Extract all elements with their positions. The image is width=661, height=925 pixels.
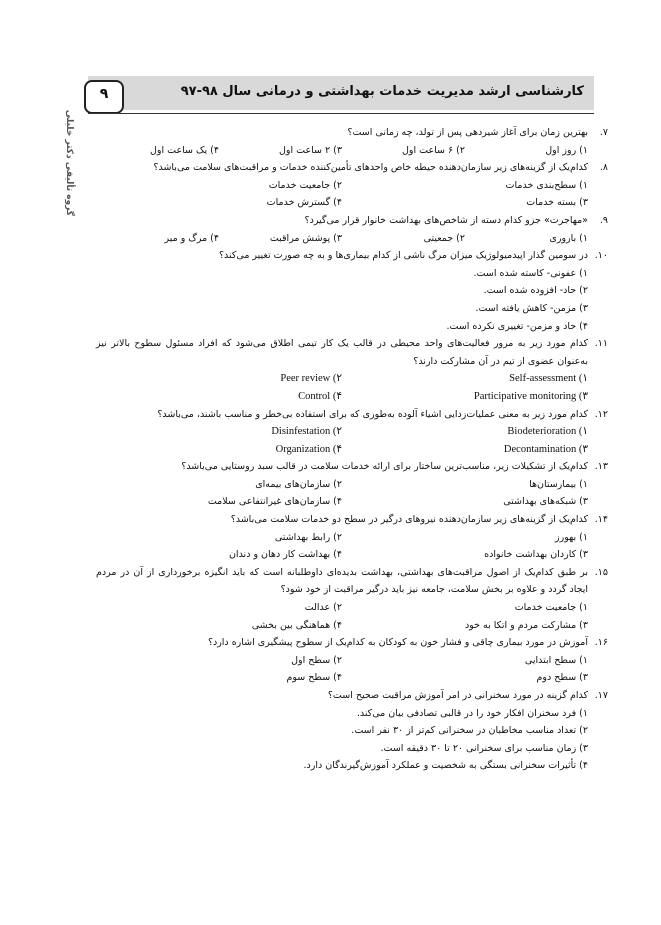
answer-option: ۱) باروری [549,232,588,244]
question-options [96,142,588,160]
answer-option: ۱) سطح‌بندی خدمات [505,179,588,191]
question-text: بهترین زمان برای آغاز شیردهی پس از تولد، چه زمانی است؟ [347,127,588,138]
answer-option: ۳) سطح دوم [536,672,588,684]
question-text: بر طبق کدام‌یک از اصول مراقبت‌های بهداشتی، بهداشت بدیده‌ای داوطلبانه است که باید انگیزه برخورداری از آن در مردم ایجاد گردد و علاوه بر بخش سلامت، جامعه نیز باید درگیر مراقبت از خود شود؟ [96,566,588,596]
answer-option: ۲) رابط بهداشتی [274,531,342,543]
question-number: ۷. [599,127,608,138]
answer-option: ۴) هماهنگی بین بخشی [251,619,342,631]
question-number: ۱۲. [594,408,608,420]
question-item [96,159,608,212]
answer-option: ۲) Peer review [280,373,342,385]
questions-list [96,124,608,775]
answer-option: ۱) بهورز [555,531,588,543]
question-text: در سومین گذار اپیدمیولوژیک میزان مرگ ناشی از کدام بیماری‌ها و به چه صورت تغییر می‌کند؟ [218,250,588,262]
question-text: «مهاجرت» جزو کدام دسته از شاخص‌های بهداشت خانوار قرار می‌گیرد؟ [304,214,588,226]
answer-option: ۳) شبکه‌های بهداشتی [503,496,588,508]
question-text: کدام گزینه در مورد سخنرانی در امر آموزش مراقبت صحیح است؟ [327,690,588,701]
question-number: ۹. [599,214,608,226]
answer-option: ۳) مشارکت مردم و اتکا به خود [464,619,588,631]
answer-option: ۱) بیمارستان‌ها [529,478,588,490]
question-item [96,406,608,459]
answer-option: ۳) مزمن- کاهش یافته است. [475,302,588,314]
answer-option: ۲) سازمان‌های بیمه‌ای [255,478,342,490]
question-item [96,247,608,335]
question-number: ۱۴. [594,514,608,526]
answer-option: ۳) ۲ ساعت اول [279,144,342,156]
answer-option: ۴) سطح سوم [286,672,342,684]
answer-option: ۴) حاد و مزمن- تغییری نکرده است. [446,320,588,332]
question-item [96,124,608,159]
header-divider [88,113,594,114]
answer-option: ۱) Self-assessment [509,373,588,385]
question-item [96,335,608,405]
answer-option: ۴) بهداشت کار دهان و دندان [228,549,342,561]
question-number: ۱۳. [594,461,608,473]
answer-option: ۴) تأثیرات سخنرانی بستگی به شخصیت و عملکرد آموزش‌گیرندگان دارد. [303,760,588,772]
answer-option: ۳) کاردان بهداشت خانواده [484,549,588,561]
question-number: ۱۶. [594,637,608,649]
answer-option: ۲) تعداد مناسب مخاطبان در سخنرانی کم‌تر از ۳۰ نفر است. [351,725,588,737]
page-header-title: کارشناسی ارشد مدیریت خدمات بهداشتی و درمانی سال ۹۸-۹۷ [180,84,584,99]
question-options [96,370,588,405]
answer-option: ۲) ۶ ساعت اول [402,144,465,156]
question-item [96,687,608,775]
question-text: کدام‌یک از گزینه‌های زیر سازمان‌دهنده نیروهای درگیر در سطح دو خدمات سلامت می‌باشد؟ [230,514,588,526]
question-text: کدام‌یک از گزینه‌های زیر سازمان‌دهنده حیطه خاص واحدهای تأمین‌کننده خدمات و مراقبت‌های سلامت می‌باشد؟ [153,162,588,174]
answer-option: ۱) Biodeterioration [507,426,588,438]
question-text: کدام مورد زیر به معنی عملیات‌زدایی اشیاء آلوده به‌طوری که برای استفاده بی‌خطر و مناسب باشند، می‌باشد؟ [157,408,588,420]
question-options [96,599,588,634]
question-number: ۸. [599,162,608,174]
answer-option: ۲) Disinfestation [271,426,342,438]
answer-option: ۳) پوشش مراقبت [269,232,342,244]
question-options [96,705,588,775]
question-options [96,423,588,458]
header-bar [88,76,594,110]
question-options [96,476,588,511]
answer-option: ۳) بسته خدمات [526,197,588,209]
answer-option: ۴) مرگ و میر [164,232,219,244]
answer-option: ۱) عفونی- کاسته شده است. [473,267,588,279]
answer-option: ۴) سازمان‌های غیرانتفاعی سلامت [207,496,342,508]
answer-option: ۴) Organization [275,443,342,455]
question-item [96,564,608,634]
question-options [96,529,588,564]
side-label-box [58,109,80,220]
question-item [96,458,608,511]
answer-option: ۳) Participative monitoring [473,390,588,402]
answer-option: ۳) زمان مناسب برای سخنرانی ۲۰ تا ۳۰ دقیقه است. [380,742,588,754]
answer-option: ۳) Decontamination [503,443,588,455]
question-number: ۱۱. [594,338,608,350]
question-number: ۱۷. [594,690,608,701]
question-item [96,511,608,564]
side-label: گروه تألیفی دکتر خلیلی [64,109,74,216]
question-options [96,265,588,335]
answer-option: ۴) Control [298,390,342,402]
answer-option: ۱) جامعیت خدمات [514,602,588,614]
answer-option: ۲) جمعیتی [423,232,465,244]
question-text: آموزش در مورد بیماری چاقی و فشار خون به کودکان به کدام‌یک از سطوح پیشگیری اشاره دارد؟ [207,637,588,649]
answer-option: ۲) حاد- افزوده شده است. [483,285,588,297]
question-options [96,652,588,687]
question-options [96,177,588,212]
answer-option: ۲) جامعیت خدمات [268,179,342,191]
answer-option: ۴) یک ساعت اول [149,144,219,156]
question-item [96,212,608,247]
answer-option: ۲) سطح اول [291,654,342,666]
page-number: ۹ [99,86,109,102]
question-options [96,230,588,248]
answer-option: ۲) عدالت [304,602,342,614]
question-item [96,634,608,687]
answer-option: ۱) فرد سخنران افکار خود را در قالبی تصادفی بیان می‌کند. [356,707,588,719]
answer-option: ۱) روز اول [545,144,588,156]
answer-option: ۴) گسترش خدمات [266,197,342,209]
question-text: کدام‌یک از تشکیلات زیر، مناسب‌ترین ساختار برای ارائه خدمات سلامت در قالب سبد روستایی می‌باشد؟ [181,461,588,473]
page-number-box [84,80,124,114]
question-text: کدام مورد زیر به مرور فعالیت‌های واحد محیطی در قالب یک کار تیمی اطلاق می‌شود که افراد مسئول سطوح بالاتر نیز به‌عنوان عضوی از تیم در آن مشارکت دارند؟ [96,338,588,367]
answer-option: ۱) سطح ابتدایی [524,654,588,666]
question-number: ۱۰. [594,250,608,262]
question-number: ۱۵. [594,566,608,578]
